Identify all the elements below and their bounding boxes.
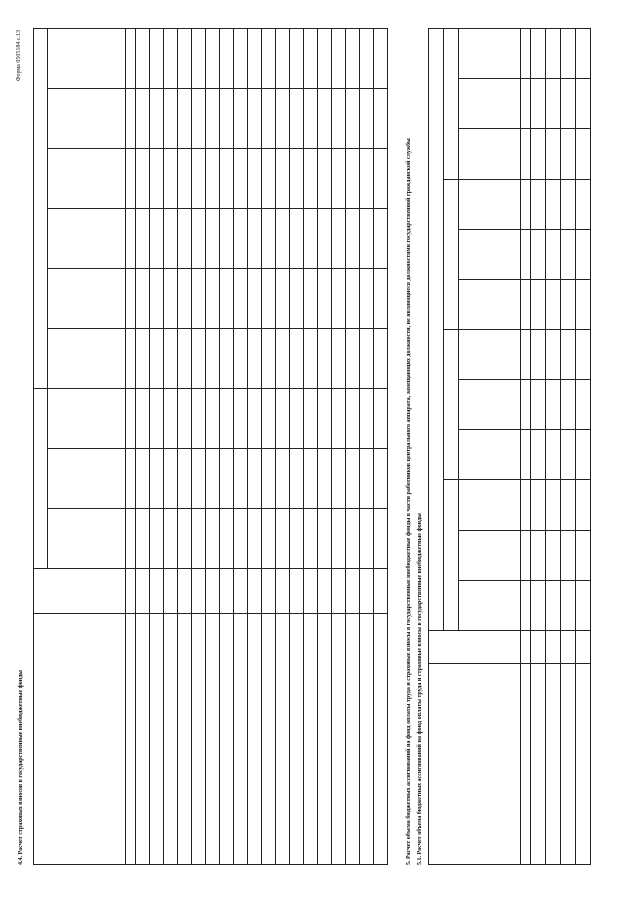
form-code: Форма 0505184 с.13 [16,30,22,82]
table-row [247,29,261,865]
table2-header-cell [443,179,458,329]
table1-header-cell [47,269,125,329]
section-4-4-title: 4.4. Расчет страховых взносов в государственные внебюджетные фонды [18,670,24,865]
table2-header-top [428,29,443,865]
table2-header-cell [458,580,520,630]
insurance-contributions-table [33,28,388,865]
table1-header-cell [47,209,125,269]
section-5-1-title: 5.1. Расчет объема бюджетных ассигнований на фонд оплаты труда и страховые взносы в государственные внебюджетные фонды [416,513,423,865]
table-row [191,29,205,865]
table-row [289,29,303,865]
table-row [530,29,545,865]
table1-header-cell [47,449,125,509]
table-row [149,29,163,865]
table2-header-cell [458,79,520,129]
table1-total-row [373,29,387,865]
table2-header-cell [428,630,520,663]
table1-header-cell [47,149,125,209]
table2-header-cell [428,664,520,865]
table-row [359,29,373,865]
table2-header-cell [458,430,520,480]
table2-header-cell [458,129,520,179]
table1-header-cell [47,509,125,569]
table1-header-cell [47,29,125,89]
table-row [233,29,247,865]
table1-header-cell [47,329,125,389]
table2-header-cell [443,480,458,630]
table-row [163,29,177,865]
table2-header-cell [458,330,520,380]
table1-header-main [33,29,47,865]
table-row [560,29,575,865]
table2-column-numbers [520,29,530,865]
table2-header-cell [443,29,458,180]
table2-header-cell [458,530,520,580]
table1-header-cell [33,569,125,614]
payroll-budget-table [428,28,591,865]
table-row [135,29,149,865]
table-row [545,29,560,865]
table1-header-cell [33,29,47,389]
table-row [345,29,359,865]
section-5-title: 5. Расчет объема бюджетных ассигнований на фонд оплаты труда и страховые взносы в государственные внебюджетные фонды в части работников центрального аппарата, замещающих должности, не являющиеся должностями государственной гражданской службы [405,138,412,865]
table2-header-cell [428,29,443,631]
table1-header-cell [33,389,47,569]
table-row [331,29,345,865]
table2-header-cell [458,29,520,79]
table2-header-cell [458,179,520,229]
table-row [303,29,317,865]
table2-header-cell [443,330,458,480]
table2-header-cell [458,380,520,430]
table-row [261,29,275,865]
table-row [205,29,219,865]
table1-column-numbers [125,29,135,865]
table-row [219,29,233,865]
table1-header-cell [33,614,125,865]
table2-total-row [575,29,590,865]
table-row [177,29,191,865]
table-row [317,29,331,865]
table2-header-cell [458,229,520,279]
table1-header-cell [47,89,125,149]
table-row [275,29,289,865]
table2-header-cell [458,480,520,530]
table1-header-cell [47,389,125,449]
table2-header-cell [458,279,520,329]
